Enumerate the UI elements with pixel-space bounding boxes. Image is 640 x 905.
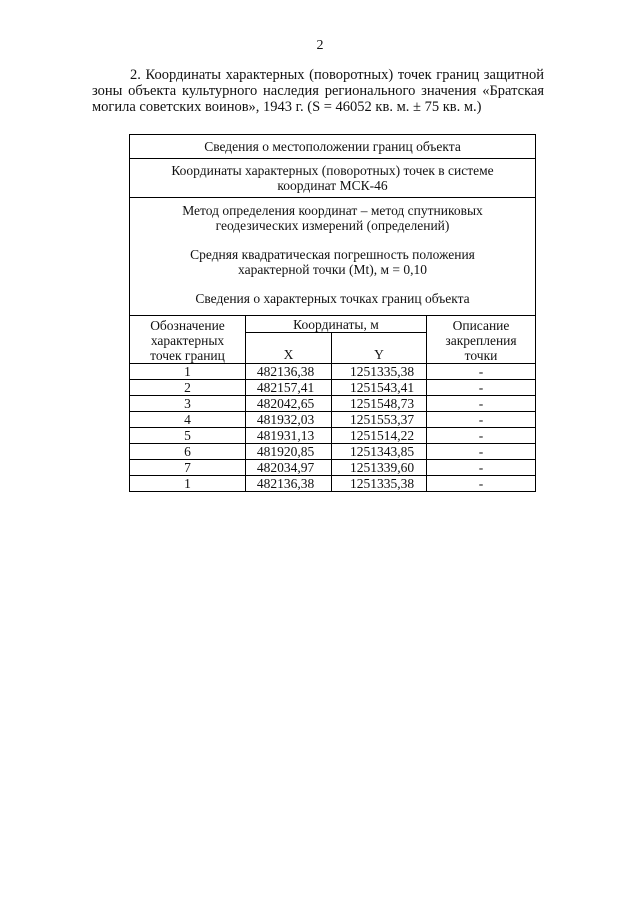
table-row — [130, 460, 536, 476]
method-text — [138, 203, 527, 233]
method-line2: геодезических измерений (определений) — [215, 218, 450, 233]
description-cell: - — [427, 444, 536, 460]
y-cell: 1251339,60 — [332, 460, 427, 476]
y-cell: 1251335,38 — [332, 476, 427, 492]
description-cell: - — [427, 460, 536, 476]
column-header-y: Y — [332, 333, 427, 364]
column-header-description-line1: Описание — [452, 318, 510, 333]
method-row — [130, 198, 536, 316]
table-row — [130, 380, 536, 396]
coordinate-system-line2: координат МСК-46 — [277, 178, 388, 193]
point-cell: 2 — [130, 380, 246, 396]
point-cell: 7 — [130, 460, 246, 476]
y-cell: 1251553,37 — [332, 412, 427, 428]
description-cell: - — [427, 412, 536, 428]
y-cell: 1251543,41 — [332, 380, 427, 396]
intro-paragraph: 2. Координаты характерных (поворотных) точек границ защитной зоны объекта культурного наследия регионального значения «Братская могила советских воинов», 1943 г. (S = 46052 кв. м. ± 75 кв. м.) — [92, 67, 544, 115]
column-header-row — [130, 316, 536, 333]
y-cell: 1251514,22 — [332, 428, 427, 444]
x-cell: 482136,38 — [246, 364, 332, 380]
column-header-description — [427, 316, 536, 364]
column-header-point-line3: точек границ — [150, 348, 225, 363]
table-row — [130, 428, 536, 444]
page-number: 2 — [316, 38, 324, 53]
x-cell: 481932,03 — [246, 412, 332, 428]
table-row — [130, 412, 536, 428]
column-header-point-line2: характерных — [150, 333, 225, 348]
error-text — [138, 247, 527, 277]
table-row — [130, 396, 536, 412]
coordinates-table — [129, 134, 536, 492]
point-cell: 4 — [130, 412, 246, 428]
column-header-coordinates: Координаты, м — [246, 316, 427, 333]
points-info: Сведения о характерных точках границ объекта — [195, 291, 470, 306]
column-header-point — [130, 316, 246, 364]
table-row — [130, 476, 536, 492]
error-line2: характерной точки (Mt), м = 0,10 — [238, 262, 427, 277]
x-cell: 482034,97 — [246, 460, 332, 476]
coordinate-system — [130, 159, 536, 198]
description-cell: - — [427, 476, 536, 492]
y-cell: 1251548,73 — [332, 396, 427, 412]
description-cell: - — [427, 364, 536, 380]
x-cell: 481920,85 — [246, 444, 332, 460]
point-cell: 6 — [130, 444, 246, 460]
point-cell: 3 — [130, 396, 246, 412]
table-row — [130, 444, 536, 460]
column-header-description-line2: закрепления — [445, 333, 517, 348]
description-cell: - — [427, 428, 536, 444]
point-cell: 1 — [130, 364, 246, 380]
coordinate-system-row — [130, 159, 536, 198]
description-cell: - — [427, 380, 536, 396]
point-cell: 5 — [130, 428, 246, 444]
method-line1: Метод определения координат – метод спутниковых — [182, 203, 483, 218]
error-line1: Средняя квадратическая погрешность положения — [190, 247, 475, 262]
point-cell: 1 — [130, 476, 246, 492]
x-cell: 482157,41 — [246, 380, 332, 396]
method-block — [130, 198, 536, 316]
description-cell: - — [427, 396, 536, 412]
y-cell: 1251335,38 — [332, 364, 427, 380]
column-header-x: X — [246, 333, 332, 364]
table-title: Сведения о местоположении границ объекта — [130, 135, 536, 159]
coordinate-system-line1: Координаты характерных (поворотных) точек в системе — [171, 163, 494, 178]
column-header-point-line1: Обозначение — [150, 318, 225, 333]
y-cell: 1251343,85 — [332, 444, 427, 460]
x-cell: 482042,65 — [246, 396, 332, 412]
column-header-description-line3: точки — [464, 348, 498, 363]
point-rows — [130, 364, 536, 492]
table-title-row — [130, 135, 536, 159]
x-cell: 481931,13 — [246, 428, 332, 444]
table-row — [130, 364, 536, 380]
x-cell: 482136,38 — [246, 476, 332, 492]
